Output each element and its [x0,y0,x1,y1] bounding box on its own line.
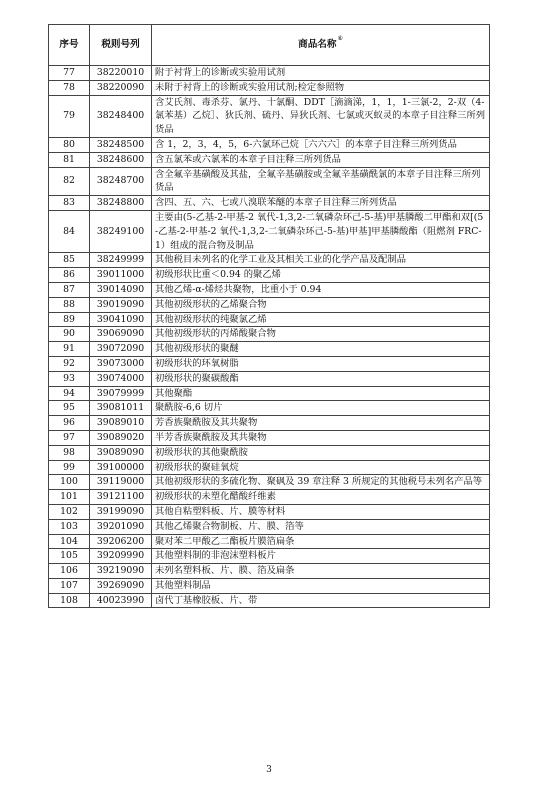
table-row [49,137,490,152]
row-no: 88 [49,297,90,312]
row-no: 100 [49,475,90,490]
row-code: 39081011 [90,401,152,416]
row-code: 39069090 [90,327,152,342]
row-code: 39269090 [90,578,152,593]
row-no: 105 [49,549,90,564]
table-body [49,66,490,608]
row-no: 82 [49,167,90,196]
row-code: 39019090 [90,297,152,312]
row-code: 39011000 [90,268,152,283]
row-no: 79 [49,95,90,137]
row-name: 含四、五、六、七或八溴联苯醚的本章子目注释三所列货品 [152,196,490,211]
table-row [49,342,490,357]
row-code: 38248800 [90,196,152,211]
table-row [49,549,490,564]
table-row [49,445,490,460]
row-code: 38248600 [90,152,152,167]
row-name: 含艾氏剂、毒杀芬、氯丹、十氯酮、DDT［滴滴涕，1，1，1-三氯-2，2-双（4-氯苯基）乙烷］、狄氏剂、硫丹、异狄氏剂、七氯或灭蚁灵的本章子目注释三所列货品 [152,95,490,137]
row-name: 聚酰胺-6,6 切片 [152,401,490,416]
header-code: 税则号列 [90,25,152,66]
table-row [49,253,490,268]
table-row [49,475,490,490]
table-row [49,401,490,416]
row-name: 未列名塑料板、片、膜、箔及扁条 [152,564,490,579]
row-code: 39041090 [90,312,152,327]
row-code: 38249999 [90,253,152,268]
row-name: 含 1，2，3，4，5，6-六氯环己烷［六六六］的本章子目注释三所列货品 [152,137,490,152]
row-no: 99 [49,460,90,475]
row-no: 84 [49,210,90,252]
table-row [49,416,490,431]
table-row [49,327,490,342]
row-name: 初级形状的其他聚酰胺 [152,445,490,460]
row-name: 初级形状的聚硅氧烷 [152,460,490,475]
row-no: 93 [49,371,90,386]
row-no: 104 [49,534,90,549]
row-no: 101 [49,490,90,505]
row-name: 卤代丁基橡胶板、片、带 [152,593,490,608]
row-no: 85 [49,253,90,268]
table-row [49,430,490,445]
table-row [49,95,490,137]
table-row [49,66,490,81]
row-code: 39014090 [90,282,152,297]
row-code: 39100000 [90,460,152,475]
row-no: 91 [49,342,90,357]
table-row [49,371,490,386]
row-code: 38248700 [90,167,152,196]
table-row [49,80,490,95]
row-code: 39206200 [90,534,152,549]
table-row [49,460,490,475]
table-row [49,519,490,534]
row-code: 39121100 [90,490,152,505]
table-header [49,25,490,66]
row-name: 其他税目未列名的化学工业及其相关工业的化学产品及配制品 [152,253,490,268]
row-no: 106 [49,564,90,579]
row-code: 39201090 [90,519,152,534]
table-row [49,578,490,593]
table-row [49,282,490,297]
row-code: 39079999 [90,386,152,401]
row-no: 98 [49,445,90,460]
row-code: 39089010 [90,416,152,431]
row-code: 39119000 [90,475,152,490]
page-number: 3 [266,765,272,775]
row-name: 初级形状比重＜0.94 的聚乙烯 [152,268,490,283]
table-row [49,356,490,371]
row-name: 附于衬背上的诊断或实验用试剂 [152,66,490,81]
row-code: 39074000 [90,371,152,386]
row-code: 39072090 [90,342,152,357]
row-no: 103 [49,519,90,534]
row-name: 聚对苯二甲酸乙二酯板片膜箔扁条 [152,534,490,549]
table-row [49,564,490,579]
row-no: 95 [49,401,90,416]
row-name: 初级形状的聚碳酸酯 [152,371,490,386]
row-no: 96 [49,416,90,431]
row-name: 芳香族聚酰胺及其共聚物 [152,416,490,431]
row-no: 87 [49,282,90,297]
table-row [49,268,490,283]
header-no: 序号 [49,25,90,66]
row-no: 77 [49,66,90,81]
row-code: 38249100 [90,210,152,252]
row-no: 90 [49,327,90,342]
tariff-table [48,24,490,608]
row-code: 39219090 [90,564,152,579]
row-code: 39209990 [90,549,152,564]
row-no: 86 [49,268,90,283]
table-row [49,196,490,211]
row-name: 其他初级形状的聚醚 [152,342,490,357]
row-code: 40023990 [90,593,152,608]
row-no: 89 [49,312,90,327]
header-name-label: 商品名称 [298,39,337,51]
table-row [49,152,490,167]
row-name: 其他初级形状的乙烯聚合物 [152,297,490,312]
row-no: 83 [49,196,90,211]
row-name: 主要由(5-乙基-2-甲基-2 氧代-1,3,2-二氧磷杂环己-5-基)甲基膦酸二甲酯和双[(5-乙基-2-甲基-2 氧代-1,3,2-二氧磷杂环己-5-基)甲基]甲基膦酸酯（阻燃剂 FRC-1）组成的混合物及制品 [152,210,490,252]
row-name: 含五氯苯或六氯苯的本章子目注释三所列货品 [152,152,490,167]
row-code: 38248400 [90,95,152,137]
row-no: 102 [49,504,90,519]
row-name: 其他初级形状的纯聚氯乙烯 [152,312,490,327]
table-row [49,167,490,196]
table-row [49,210,490,252]
row-no: 81 [49,152,90,167]
row-name: 含全氟辛基磺酸及其盐，全氟辛基磺胺或全氟辛基磺酰氯的本章子目注释三所列货品 [152,167,490,196]
row-name: 其他乙烯-α-烯烃共聚物，比重小于 0.94 [152,282,490,297]
table-row [49,386,490,401]
table-row [49,312,490,327]
row-name: 其他塑料制的非泡沫塑料板片 [152,549,490,564]
row-name: 半芳香族聚酰胺及其共聚物 [152,430,490,445]
row-no: 107 [49,578,90,593]
table-row [49,490,490,505]
row-name: 其他塑料制品 [152,578,490,593]
row-name: 其他乙烯聚合物制板、片、膜、箔等 [152,519,490,534]
row-code: 39089090 [90,445,152,460]
row-name: 初级形状的未塑化醋酸纤维素 [152,490,490,505]
header-name-note: ⑧ [337,35,343,43]
table-row [49,297,490,312]
row-no: 94 [49,386,90,401]
row-name: 其他初级形状的多硫化物、聚砜及 39 章注释 3 所规定的其他税号未列名产品等 [152,475,490,490]
table-row [49,534,490,549]
row-name: 其他初级形状的丙烯酸聚合物 [152,327,490,342]
row-no: 108 [49,593,90,608]
row-no: 78 [49,80,90,95]
row-no: 80 [49,137,90,152]
row-code: 38220010 [90,66,152,81]
row-name: 其他聚酯 [152,386,490,401]
table-row [49,593,490,608]
header-name [152,25,490,66]
row-name: 其他自粘塑料板、片、膜等材料 [152,504,490,519]
row-code: 39199090 [90,504,152,519]
row-code: 38220090 [90,80,152,95]
row-name: 初级形状的环氧树脂 [152,356,490,371]
row-code: 39089020 [90,430,152,445]
row-code: 38248500 [90,137,152,152]
row-no: 92 [49,356,90,371]
table-row [49,504,490,519]
row-no: 97 [49,430,90,445]
row-code: 39073000 [90,356,152,371]
row-name: 未附于衬背上的诊断或实验用试剂;检定参照物 [152,80,490,95]
